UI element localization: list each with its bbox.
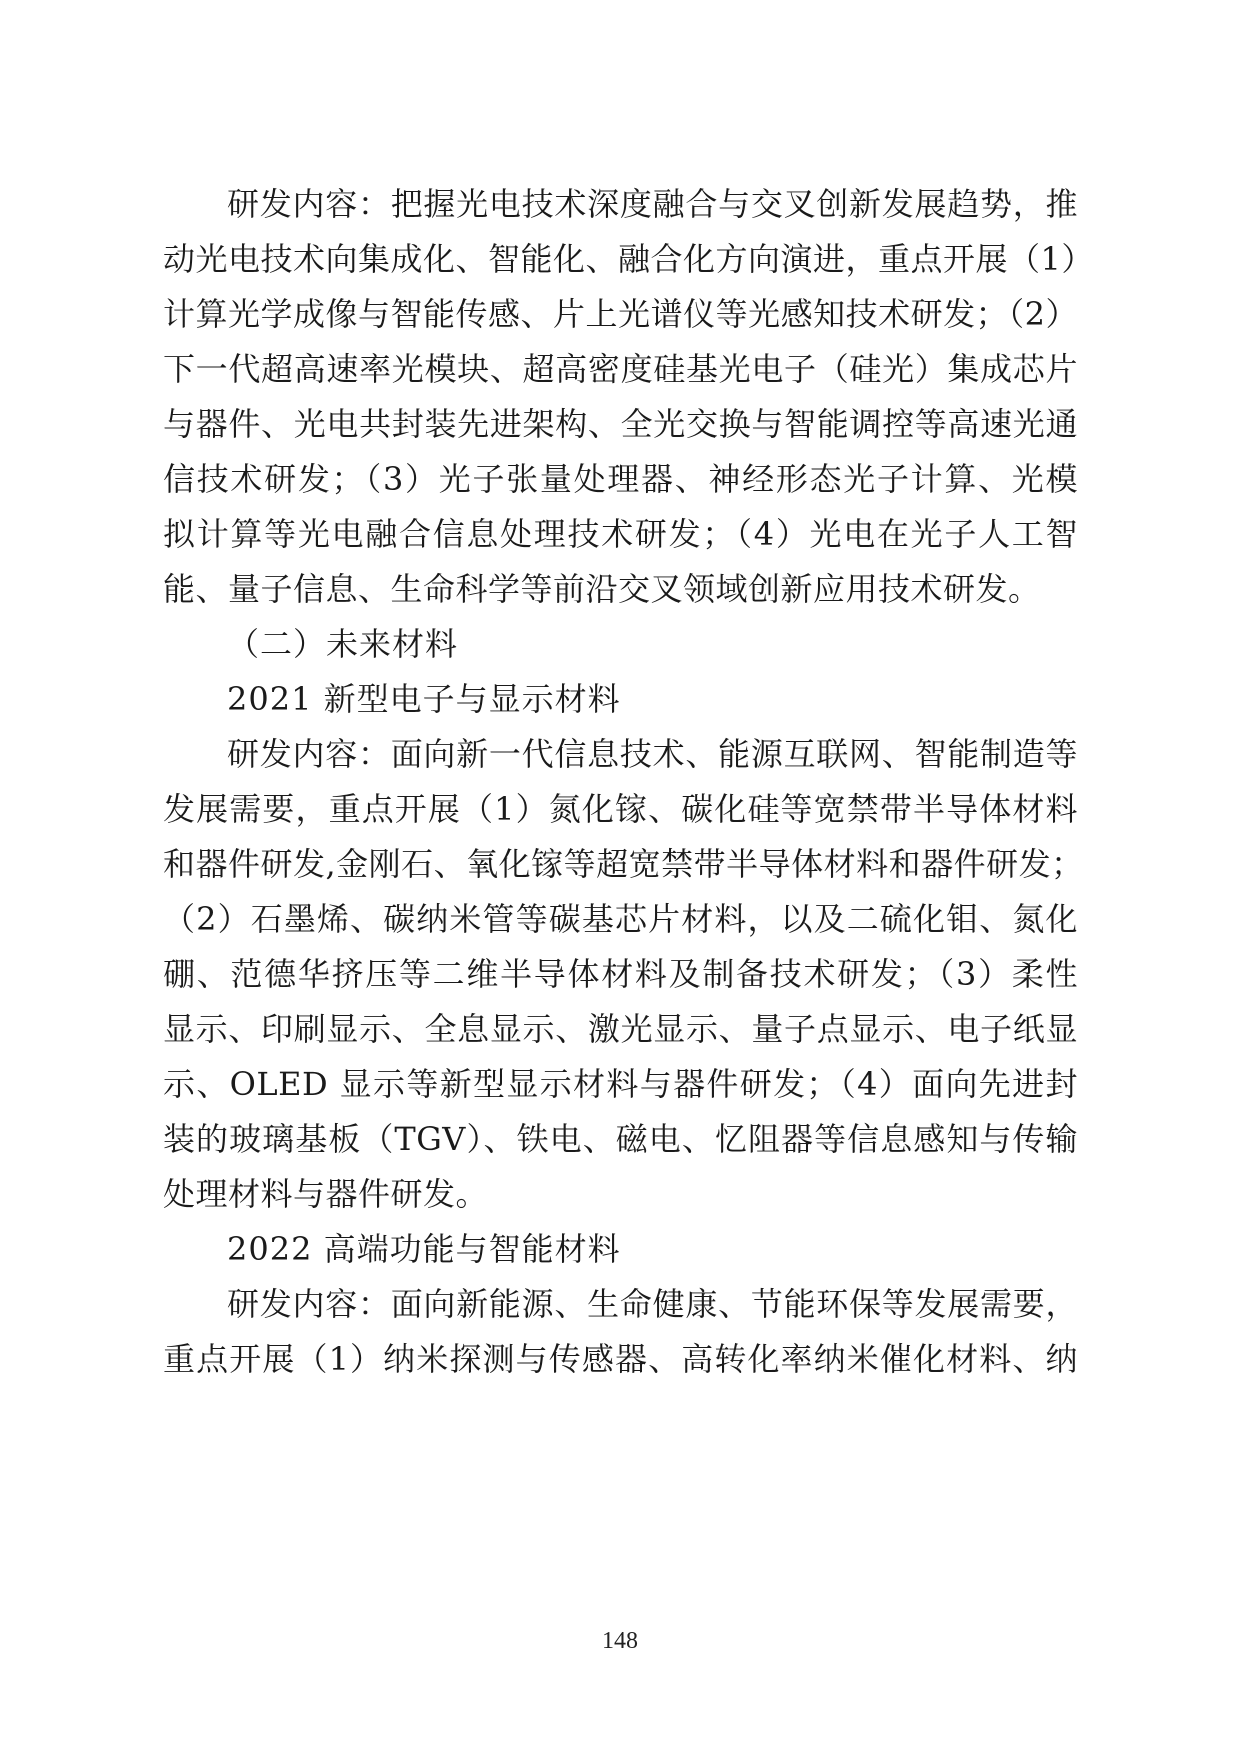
paragraph-2-line-3: 和器件研发,金刚石、氧化镓等超宽禁带半导体材料和器件研发； (163, 845, 1084, 883)
paragraph-1-line-4: 下一代超高速率光模块、超高密度硅基光电子（硅光）集成芯片 (163, 350, 1078, 388)
paragraph-2-line-8: 装的玻璃基板（TGV）、铁电、磁电、忆阻器等信息感知与传输 (163, 1120, 1078, 1158)
paragraph-1-line-2: 动光电技术向集成化、智能化、融合化方向演进，重点开展（1） (163, 240, 1094, 278)
subsection-heading-2022: 2022 高端功能与智能材料 (227, 1230, 621, 1268)
paragraph-2-line-2: 发展需要，重点开展（1）氮化镓、碳化硅等宽禁带半导体材料 (163, 790, 1078, 828)
paragraph-1-line-5: 与器件、光电共封装先进架构、全光交换与智能调控等高速光通 (163, 405, 1078, 443)
paragraph-2-line-7: 示、OLED 显示等新型显示材料与器件研发；（4）面向先进封 (163, 1065, 1078, 1103)
paragraph-1-line-7: 拟计算等光电融合信息处理技术研发；（4）光电在光子人工智 (163, 515, 1078, 553)
paragraph-1-line-1: 研发内容：把握光电技术深度融合与交叉创新发展趋势，推 (227, 185, 1078, 223)
page-number: 148 (602, 1628, 638, 1654)
paragraph-3-line-1: 研发内容：面向新能源、生命健康、节能环保等发展需要， (227, 1285, 1078, 1323)
paragraph-2-line-9: 处理材料与器件研发。 (163, 1175, 489, 1213)
paragraph-2-line-4: （2）石墨烯、碳纳米管等碳基芯片材料，以及二硫化钼、氮化 (163, 900, 1078, 938)
subsection-heading-2021: 2021 新型电子与显示材料 (227, 680, 621, 718)
paragraph-2-line-1: 研发内容：面向新一代信息技术、能源互联网、智能制造等 (227, 735, 1078, 773)
paragraph-1-line-3: 计算光学成像与智能传感、片上光谱仪等光感知技术研发；（2） (163, 295, 1078, 333)
paragraph-2-line-6: 显示、印刷显示、全息显示、激光显示、量子点显示、电子纸显 (163, 1010, 1078, 1048)
paragraph-1-line-6: 信技术研发；（3）光子张量处理器、神经形态光子计算、光模 (163, 460, 1078, 498)
paragraph-1-line-8: 能、量子信息、生命科学等前沿交叉领域创新应用技术研发。 (163, 570, 1041, 608)
paragraph-3-line-2: 重点开展（1）纳米探测与传感器、高转化率纳米催化材料、纳 (163, 1340, 1078, 1378)
paragraph-2-line-5: 硼、范德华挤压等二维半导体材料及制备技术研发；（3）柔性 (163, 955, 1078, 993)
section-heading-future-materials: （二）未来材料 (227, 625, 459, 663)
